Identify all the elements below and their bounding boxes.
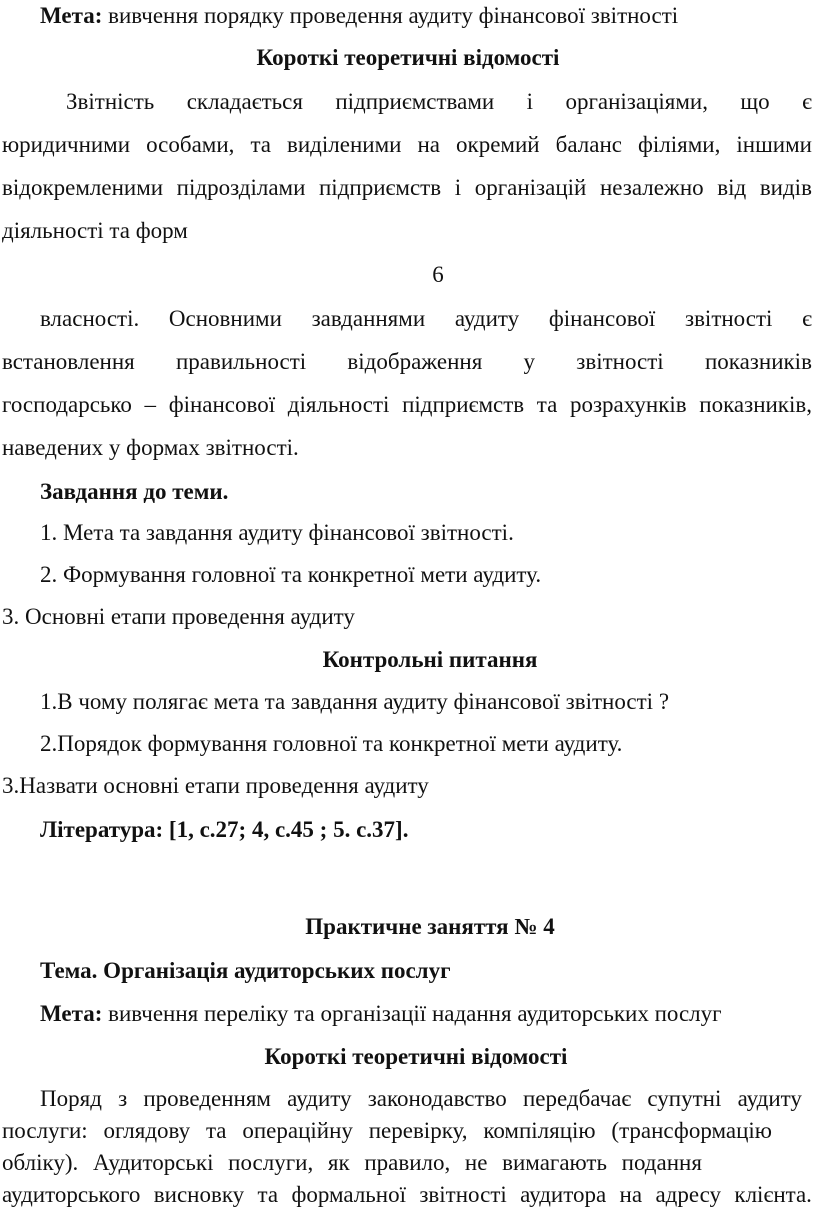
word: висновку: [153, 1182, 245, 1207]
word: як: [327, 1150, 350, 1175]
literature-line: Література: [1, с.27; 4, с.45 ; 5. с.37].: [40, 817, 409, 842]
word: філіями,: [638, 132, 721, 157]
continued-line-2: [2, 348, 812, 376]
word: окремий: [456, 132, 540, 157]
word: на: [417, 132, 441, 157]
word: законодавство: [367, 1086, 507, 1111]
word: іншими: [736, 132, 812, 157]
practice-topic: Тема. Організація аудиторських послуг: [40, 958, 451, 983]
word: фінансової: [548, 306, 656, 331]
word: та: [205, 1118, 227, 1143]
word: відображення: [347, 349, 483, 374]
word: показників: [704, 349, 812, 374]
goal-text: вивчення переліку та організації надання аудиторських послуг: [102, 1001, 722, 1026]
word: на: [619, 1182, 643, 1207]
word: оглядову: [103, 1118, 191, 1143]
word: подання: [621, 1150, 702, 1175]
continued-line-1: [40, 305, 812, 333]
word: аудиту: [287, 1086, 352, 1111]
word: у: [523, 349, 536, 374]
word: аудиторського: [2, 1182, 141, 1207]
word: та: [536, 392, 558, 417]
theory-line-3: [2, 1149, 702, 1177]
task-item: 2. Формування головної та конкретної мети аудиту.: [40, 562, 542, 587]
word: клієнта.: [734, 1182, 812, 1207]
word: особами,: [146, 132, 235, 157]
word: вимагають: [502, 1150, 607, 1175]
word: обліку).: [2, 1150, 79, 1175]
word: що: [740, 89, 770, 114]
word: супутні: [647, 1086, 722, 1111]
word: встановлення: [2, 349, 135, 374]
theory-last-line: діяльності та форм: [2, 218, 188, 243]
word: не: [464, 1150, 488, 1175]
word: показників,: [699, 392, 812, 417]
word: юридичними: [2, 132, 131, 157]
word: проведенням: [143, 1086, 271, 1111]
theory-line-3: [2, 174, 812, 202]
word: (трансформацію: [611, 1118, 772, 1143]
word: Звітність: [66, 89, 155, 114]
word: операційну: [242, 1118, 353, 1143]
theory-line-2: [2, 1117, 772, 1145]
continued-line-3: [2, 391, 812, 419]
theory-heading: Короткі теоретичні відомості: [256, 45, 560, 70]
theory-line-1: [66, 88, 812, 116]
word: послуги:: [2, 1118, 88, 1143]
word: від: [717, 175, 747, 200]
word: розрахунків: [569, 392, 687, 417]
word: є: [802, 306, 812, 331]
continued-last-line: наведених у формах звітності.: [2, 435, 299, 460]
goal-label: Мета:: [40, 3, 103, 28]
word: звітності: [684, 306, 773, 331]
word: звітності: [419, 1182, 507, 1207]
question-item: 2.Порядок формування головної та конкретної мети аудиту.: [40, 731, 623, 756]
word: підприємствами: [335, 89, 495, 114]
theory-heading: Короткі теоретичні відомості: [264, 1044, 568, 1069]
task-item: 3. Основні етапи проведення аудиту: [2, 604, 355, 629]
word: правильності: [175, 349, 307, 374]
word: Поряд: [40, 1086, 102, 1111]
word: виділеними: [287, 132, 402, 157]
practice-title: Практичне заняття № 4: [305, 914, 555, 939]
word: завданнями: [311, 306, 426, 331]
word: є: [802, 89, 812, 114]
theory-line-1: [40, 1085, 802, 1113]
word: з: [118, 1086, 128, 1111]
word: перевірку,: [368, 1118, 468, 1143]
word: підрозділами: [176, 175, 306, 200]
word: послуги,: [228, 1150, 314, 1175]
goal-label: Мета:: [40, 1001, 103, 1026]
word: компіляцію: [483, 1118, 596, 1143]
word: видів: [759, 175, 812, 200]
word: і: [526, 89, 534, 114]
word: адресу: [655, 1182, 722, 1207]
goal-line: [40, 1000, 816, 1028]
word: організаціями,: [565, 89, 708, 114]
goal-line: [40, 2, 816, 30]
word: баланс: [555, 132, 622, 157]
word: формальної: [291, 1182, 406, 1207]
page-number: 6: [432, 262, 444, 287]
word: підприємств: [402, 392, 525, 417]
word: відокремленими: [2, 175, 164, 200]
word: Аудиторські: [92, 1150, 214, 1175]
question-item: 3.Назвати основні етапи проведення аудиту: [2, 773, 429, 798]
control-heading: Контрольні питання: [322, 647, 538, 672]
theory-line-4: [2, 1181, 812, 1209]
word: і: [454, 175, 462, 200]
word: складається: [186, 89, 303, 114]
tasks-heading: Завдання до теми.: [40, 479, 229, 504]
word: організацій: [474, 175, 587, 200]
word: фінансової: [168, 392, 276, 417]
theory-line-2: [2, 131, 812, 159]
word: правило,: [364, 1150, 451, 1175]
word: власності.: [40, 306, 140, 331]
goal-text: вивчення порядку проведення аудиту фінансової звітності: [102, 3, 679, 28]
word: діяльності: [287, 392, 390, 417]
word: аудиту: [454, 306, 520, 331]
word: –: [144, 392, 157, 417]
word: підприємств: [319, 175, 442, 200]
question-item: 1.В чому полягає мета та завдання аудиту фінансової звітності ?: [40, 689, 670, 714]
word: Основними: [168, 306, 282, 331]
word: господарсько: [2, 392, 132, 417]
task-item: 1. Мета та завдання аудиту фінансової звітності.: [40, 520, 514, 545]
word: та: [250, 132, 271, 157]
word: та: [257, 1182, 279, 1207]
word: аудиту: [737, 1086, 802, 1111]
word: звітності: [576, 349, 664, 374]
word: аудитора: [520, 1182, 607, 1207]
word: передбачає: [522, 1086, 632, 1111]
word: незалежно: [599, 175, 704, 200]
